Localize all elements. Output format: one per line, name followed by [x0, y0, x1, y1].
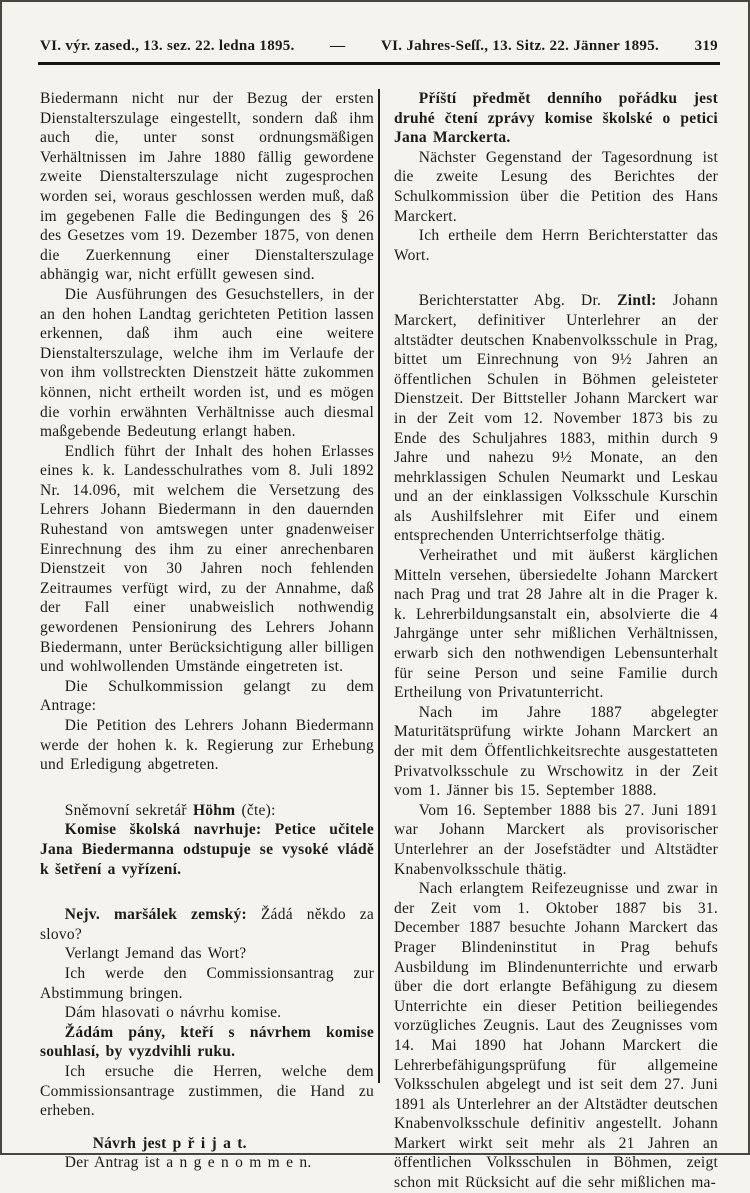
p-pristi-predmet	[394, 89, 718, 148]
p-dam-hlasovati	[40, 1003, 374, 1023]
text-run: Jana Marckerta.	[394, 129, 511, 147]
text-run: Biedermann nicht nur der Bezug der ersten Dienstalterszulage eingestellt, sondern daß ihm auch die, unter sonst ordnungsmäßigen Verhältnissen im Jahre 1880 fällig gewordene zweite Dienstalterszulage nicht zugesprochen worden sei, woraus geschlossen werden muß, daß im gegebenen Falle die Bedingungen des § 26 des Gesetzes vom 19. Dezember 1875, von denen die Zuerkennung einer Dienstalterszulage abhängig war, nicht erfüllt gewesen sind.	[40, 90, 374, 284]
text-run: Verlangt Jemand das Wort?	[64, 945, 247, 963]
text-run: Dám hlasovati o návrhu komise.	[64, 1004, 282, 1022]
p-navrh-prijat	[40, 1134, 374, 1154]
text-run: Nejv. maršálek zemský:	[64, 906, 247, 924]
p-verlangt-wort	[40, 944, 374, 964]
p-antrag-angenommen	[40, 1153, 374, 1173]
p-sekretar-hoehm	[40, 801, 374, 821]
p-marsalek-zemsky	[40, 905, 374, 944]
p-reifezeugnis-blindeninstitut	[394, 879, 718, 1193]
header-german-session: VI. Jahres-Seſſ., 13. Sitz. 22. Jänner 1895.	[380, 38, 660, 54]
page-number: 319	[694, 38, 718, 54]
text-run: Johann Marckert, definitiver Unterlehrer an der altstädter deutschen Knabenvolksschule in Prag, bittet um Einrechnung von 9½ Jahren an öffentlichen Schulen in Böhmen geleisteter Dienstzeit. Der Bittsteller Johann Marckert war in der Zeit vom 12. November 1873 bis zu Ende des Schuljahres 1883, mithin durch 9 Jahre und nahezu 9½ Monate, an den mehrklassigen Schulen Neumarkt und Leskau und an der einklassigen Volksschule Kurschin als Aushilfslehrer mit Eifer und einem entsprechenden Unterrichtserfolge thätig.	[394, 292, 718, 545]
left-column	[40, 89, 374, 1172]
text-run: Der Antrag ist a n g e n o m m e n.	[64, 1154, 312, 1172]
text-run: Komise školská navrhuje: Petice učitele Jana Biedermanna odstupuje se vysoké vládě k šetření a vyřízení.	[40, 821, 374, 878]
text-run: Nächster Gegenstand der Tagesordnung ist die zweite Lesung des Berichtes der Schulkommission über die Petition des Hans Marckert.	[394, 148, 718, 225]
text-run: Sněmovní sekretář	[64, 801, 193, 819]
p-komise-skolska	[40, 820, 374, 879]
p-verheirathet	[394, 546, 718, 703]
text-run: Ich werde den Commissionsantrag zur Abstimmung bringen.	[40, 964, 374, 1002]
p-biedermann-continuation	[40, 89, 374, 285]
p-berichterstatter-zintl	[394, 291, 718, 546]
text-run: (čte):	[235, 801, 276, 819]
p-zadam-pany	[40, 1023, 374, 1062]
p-commissionsantrag-abstimmung	[40, 964, 374, 1003]
p-maturitaetspruefung	[394, 703, 718, 801]
p-ertheile-wort	[394, 226, 718, 265]
column-divider	[378, 89, 380, 1083]
text-columns	[40, 89, 718, 1192]
text-run: Die Petition des Lehrers Johann Biedermann werde der hohen k. k. Regierung zur Erhebung und Erledigung abgetreten.	[40, 717, 374, 774]
p-endlich-erlass	[40, 442, 374, 677]
text-run: Ich ertheile dem Herrn Berichterstatter das Wort.	[394, 227, 718, 264]
text-run: Berichterstatter Abg. Dr.	[418, 292, 618, 310]
p-petition-abgetreten	[40, 716, 374, 775]
p-september-1888	[394, 801, 718, 879]
p-schulkommission-antrag	[40, 677, 374, 716]
text-run: Ich ersuche die Herren, welche dem Commissionsantrage zustimmen, die Hand zu erheben.	[40, 1062, 374, 1120]
text-run: Endlich führt der Inhalt des hohen Erlasses eines k. k. Landesschulrathes vom 8. Juli 1892 Nr. 14.096, mit welchem die Versetzung des Lehrers Johann Biedermann in den dauernden Ruhestand von amtswegen unter gnadenweiser Einrechnung des ihm zu einer anrechenbaren Dienstzeit von 30 Jahren noch fehlenden Zeitraumes verfügt wird, zu der Annahme, daß der Fall einer unabweislich nothwendig gewordenen Pensionirung des Lehrers Johann Biedermann, unter Berücksichtigung aller billigen und wohlwollenden Umstände eingetreten ist.	[40, 442, 374, 676]
text-run: Nach im Jahre 1887 abgelegter Maturitätsprüfung wirkte Johann Marckert an der mit dem Öffentlichkeitsrechte ausgestatteten Privatvolksschule zu Wrschowitz in der Zeit vom 1. Jänner bis 15. September 1888.	[394, 703, 718, 800]
text-run: Die Schulkommission gelangt zu dem Antrage:	[40, 677, 374, 715]
header-czech-session: VI. výr. zased., 13. sez. 22. ledna 1895.	[40, 38, 295, 54]
text-run: Nach erlangtem Reifezeugnisse und zwar in der Zeit vom 1. Oktober 1887 bis 31. December 1887 besuchte Johann Marckert das Prager Blindeninstitut in Prag behufs Ausbildung im Blindenunterrichte und erwarb über die dort erlangte Befähigung zu diesem Unterrichte ein dieser Petition beiliegendes vorzügliches Zeugnis. Laut des Zeugnisses vom 14. Mai 1890 hat Johann Marckert die Lehrerbefähigungsprüfung für allgemeine Volksschulen abgelegt und ist seit dem 27. Juni 1891 als Unterlehrer an der Altstädter deutschen Knabenvolksschule definitiv angestellt. Johann Markert wirkt seit mehr als 21 Jahren an öffentlichen Volksschulen in Böhmen, zeigt schon mit Rücksicht auf die sehr mißlichen ma-	[394, 880, 718, 1192]
header-separator: —	[330, 38, 346, 54]
text-run: Die Ausführungen des Gesuchstellers, in der an den hohen Landtag gerichteten Petition lassen erkennen, daß ihm auch eine weitere Dienstalterszulage, welche ihm im Verlaufe der von ihm vollstreckten Dienstzeit hätte zukommen können, nicht ertheilt worden ist, und es mögen die vorhin erwähnten Verhältnisse auch diesmal maßgebende Bedeutung erlangt haben.	[40, 285, 374, 441]
p-naechster-gegenstand	[394, 148, 718, 226]
text-run: Verheirathet und mit äußerst kärglichen Mitteln versehen, übersiedelte Johann Marckert nach Prag und trat 28 Jahre alt in die Prager k. k. Lehrerbildungsanstalt ein, absolvierte die 4 Jahrgänge unter sehr mißlichen Verhältnissen, erwarb sich den nothwendigen Lebensunterhalt für seine Person und seine Familie durch Ertheilung von Privatunterricht.	[394, 547, 718, 702]
text-run: Zintl:	[617, 292, 657, 310]
text-run: Příští předmět denního pořádku jest druhé čtení zprávy komise školské o petici	[394, 90, 718, 127]
text-run: Návrh jest p ř i j a t.	[92, 1134, 247, 1152]
text-run: Žádám pány, kteří s návrhem komise souhlasí, by vyzdvihli ruku.	[40, 1023, 374, 1061]
text-run: Žádá někdo za slovo?	[40, 906, 374, 943]
page-header	[40, 38, 718, 55]
header-rule	[38, 62, 720, 65]
p-ersuche-herren	[40, 1062, 374, 1121]
p-ausfuehrungen-gesuchsteller	[40, 285, 374, 442]
text-run: Höhm	[192, 801, 236, 819]
right-column	[394, 89, 718, 1192]
text-run: Vom 16. September 1888 bis 27. Juni 1891 war Johann Marckert als provisorischer Unterlehrer an der Josefstädter und Altstädter Knabenvolksschule thätig.	[394, 801, 718, 878]
